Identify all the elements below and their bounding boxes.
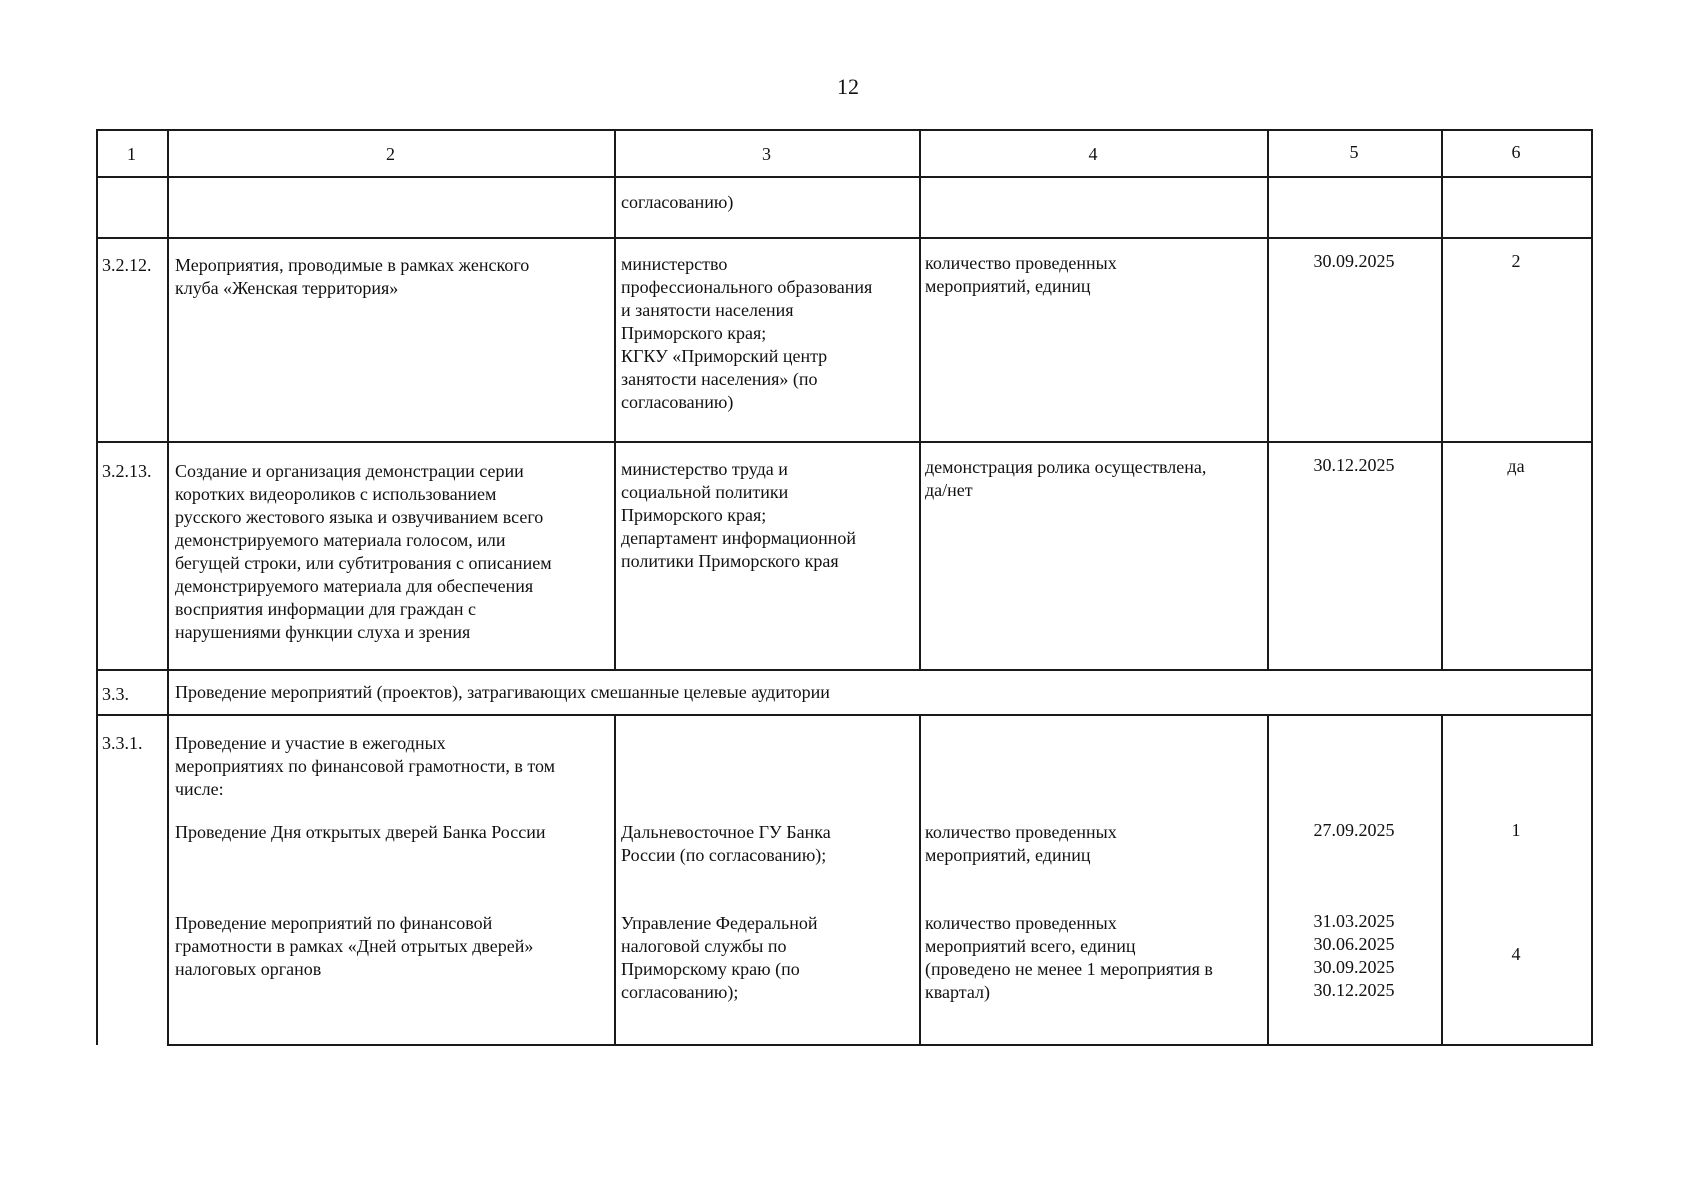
row-3-2-12-event: Мероприятия, проводимые в рамках женского клуба «Женская территория» — [175, 255, 530, 298]
section-3-3-title: Проведение мероприятий (проектов), затрагивающих смешанные целевые аудитории — [175, 682, 830, 702]
row-3-3-1-sub2-date: 30.12.2025 — [1313, 980, 1395, 1000]
table-divider — [96, 441, 1593, 443]
row-3-3-1-sub1-value: 1 — [1511, 820, 1521, 840]
measures-table — [96, 129, 1593, 1045]
row-3-2-12-indicator: количество проведенных мероприятий, единиц — [925, 253, 1117, 296]
column-divider — [919, 129, 921, 670]
table-border-left — [96, 129, 98, 1045]
header-col-6: 6 — [1511, 142, 1521, 162]
row-3-2-13-event: Создание и организация демонстрации серии коротких видеороликов с использованием русского жестового языка и озвучиванием всего демонстрируемого материала голосом, или бегущей строки, или субтитрования с описанием демонстрируемого материала для обеспечения восприятия информации для граждан с нарушениями функции слуха и зрения — [175, 461, 552, 642]
header-col-5: 5 — [1349, 142, 1359, 162]
row-3-3-1-sub2-executor: Управление Федеральной налоговой службы по Приморскому краю (по согласованию); — [621, 913, 818, 1002]
column-divider — [614, 129, 616, 670]
row-3-2-12-date: 30.09.2025 — [1313, 251, 1395, 271]
table-border-top — [96, 129, 1593, 131]
row-3-2-13-date: 30.12.2025 — [1313, 455, 1395, 475]
column-divider — [1267, 129, 1269, 670]
row-3-2-13-executor: министерство труда и социальной политики Приморского края; департамент информационной политики Приморского края — [621, 459, 857, 571]
row-3-3-1-sub2-dates — [1267, 910, 1441, 1002]
row-3-3-1-intro: Проведение и участие в ежегодных мероприятиях по финансовой грамотности, в том числе: — [175, 733, 556, 799]
header-col-1: 1 — [127, 144, 136, 164]
table-divider — [96, 176, 1593, 178]
table-divider — [96, 714, 1593, 716]
header-col-3: 3 — [762, 144, 771, 164]
row-3-3-1-sub1-date: 27.09.2025 — [1313, 820, 1395, 840]
table-border-right — [1591, 129, 1593, 1045]
column-divider — [919, 714, 921, 1045]
table-divider — [96, 237, 1593, 239]
row-3-2-12-executor: министерство профессионального образования и занятости населения Приморского края; КГКУ «Приморский центр занятости населения» (по согласованию) — [621, 254, 873, 412]
table-border-bottom — [167, 1044, 1593, 1046]
row-3-3-1-sub2-indicator: количество проведенных мероприятий всего, единиц (проведено не менее 1 мероприятия в квартал) — [925, 913, 1213, 1002]
row-3-3-1-sub1-executor: Дальневосточное ГУ Банка России (по согласованию); — [621, 822, 831, 865]
continuation-executor: согласованию) — [621, 192, 734, 212]
row-3-3-1-sub2-date: 31.03.2025 — [1313, 911, 1395, 931]
table-divider — [96, 669, 1593, 671]
column-divider — [1441, 714, 1443, 1045]
header-col-2: 2 — [386, 144, 395, 164]
column-divider — [614, 714, 616, 1045]
row-3-3-1-sub2-event: Проведение мероприятий по финансовой грамотности в рамках «Дней отрытых дверей» налоговых органов — [175, 913, 534, 979]
row-3-2-12-number: 3.2.12. — [102, 255, 152, 275]
section-3-3-number: 3.3. — [102, 684, 129, 704]
row-3-2-13-number: 3.2.13. — [102, 461, 152, 481]
row-3-3-1-sub1-indicator: количество проведенных мероприятий, единиц — [925, 822, 1117, 865]
row-3-2-13-indicator: демонстрация ролика осуществлена, да/нет — [925, 457, 1207, 500]
page-number: 12 — [837, 74, 859, 99]
row-3-3-1-number: 3.3.1. — [102, 733, 143, 753]
row-3-3-1-sub2-value: 4 — [1511, 944, 1521, 964]
row-3-2-12-value: 2 — [1511, 251, 1521, 271]
header-col-4: 4 — [1088, 144, 1098, 164]
row-3-3-1-sub2-date: 30.06.2025 — [1313, 934, 1395, 954]
column-divider — [1441, 129, 1443, 670]
column-divider — [167, 129, 169, 1045]
row-3-3-1-sub2-date: 30.09.2025 — [1313, 957, 1395, 977]
row-3-2-13-value: да — [1507, 456, 1525, 476]
row-3-3-1-sub1-event: Проведение Дня открытых дверей Банка России — [175, 822, 546, 842]
